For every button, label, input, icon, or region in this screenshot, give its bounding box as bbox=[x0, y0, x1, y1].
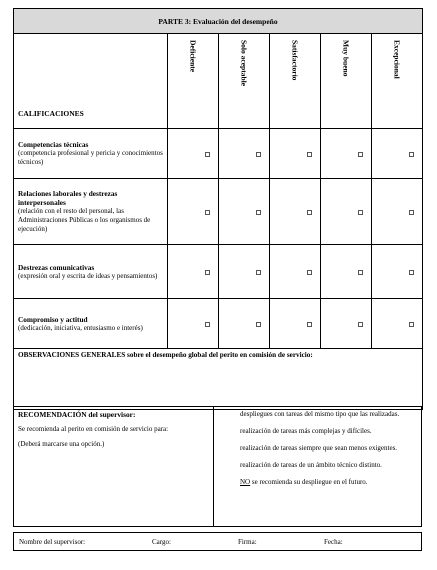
criterion-relaciones bbox=[14, 179, 168, 245]
criterion-row bbox=[14, 179, 423, 245]
recommendation-section bbox=[13, 406, 422, 527]
recommendation-intro bbox=[14, 407, 214, 526]
rating-header-muy-bueno: Muy bueno bbox=[321, 34, 372, 129]
option-label: realización de tareas de un ámbito técnico distinto. bbox=[240, 461, 382, 469]
checkbox-muy-bueno[interactable] bbox=[358, 152, 363, 157]
criterion-desc: (dedicación, iniciativa, entusiasmo e interés) bbox=[18, 323, 143, 332]
checkbox-solo-aceptable[interactable] bbox=[256, 322, 261, 327]
checkbox-satisfactorio[interactable] bbox=[307, 152, 312, 157]
recommendation-options bbox=[214, 407, 421, 526]
evaluation-section bbox=[13, 8, 422, 410]
criterion-compromiso bbox=[14, 299, 168, 349]
option-complex-tasks[interactable] bbox=[222, 427, 417, 436]
option-label bbox=[222, 478, 417, 487]
checkbox-satisfactorio[interactable] bbox=[307, 322, 312, 327]
option-less-demanding[interactable] bbox=[222, 444, 417, 453]
criterion-title: Compromiso y actitud bbox=[18, 314, 88, 324]
calificaciones-header: CALIFICACIONES bbox=[14, 34, 168, 129]
fecha-field[interactable]: Fecha: bbox=[324, 538, 343, 546]
checkbox-deficiente[interactable] bbox=[205, 270, 210, 275]
checkbox-deficiente[interactable] bbox=[205, 322, 210, 327]
option-label: realización de tareas más complejas y difíciles. bbox=[240, 427, 372, 435]
no-rest: se recomienda su despliegue en el futuro. bbox=[250, 478, 368, 486]
recommendation-note: (Deberá marcarse una opción.) bbox=[18, 440, 105, 448]
checkbox-solo-aceptable[interactable] bbox=[256, 210, 261, 215]
option-different-field[interactable] bbox=[222, 461, 417, 470]
firma-field[interactable]: Firma: bbox=[238, 538, 257, 546]
signature-footer bbox=[13, 532, 422, 551]
criterion-destrezas bbox=[14, 245, 168, 299]
criterion-title: Destrezas comunicativas bbox=[18, 262, 95, 272]
checkbox-satisfactorio[interactable] bbox=[307, 210, 312, 215]
evaluation-table bbox=[13, 8, 423, 410]
checkbox-satisfactorio[interactable] bbox=[307, 270, 312, 275]
recommendation-text: Se recomienda al perito en comisión de servicio para: bbox=[18, 425, 169, 433]
checkbox-muy-bueno[interactable] bbox=[358, 210, 363, 215]
checkbox-muy-bueno[interactable] bbox=[358, 322, 363, 327]
checkbox-solo-aceptable[interactable] bbox=[256, 270, 261, 275]
checkbox-excepcional[interactable] bbox=[409, 152, 414, 157]
option-same-tasks[interactable] bbox=[222, 410, 417, 419]
criterion-row bbox=[14, 245, 423, 299]
criterion-desc: (competencia profesional y pericia y conocimientos técnicos) bbox=[18, 149, 163, 166]
criterion-title: Competencias técnicas bbox=[18, 140, 89, 149]
checkbox-excepcional[interactable] bbox=[409, 322, 414, 327]
option-label: realización de tareas siempre que sean menos exigentes. bbox=[240, 444, 398, 452]
criterion-row bbox=[14, 129, 423, 179]
checkbox-solo-aceptable[interactable] bbox=[256, 152, 261, 157]
cargo-field[interactable]: Cargo: bbox=[152, 538, 171, 546]
rating-header-satisfactorio: Satisfactorio bbox=[270, 34, 321, 129]
criterion-row bbox=[14, 299, 423, 349]
part-title: PARTE 3: Evaluación del desempeño bbox=[14, 9, 423, 34]
checkbox-deficiente[interactable] bbox=[205, 210, 210, 215]
criterion-competencias bbox=[14, 129, 168, 179]
supervisor-name-field[interactable]: Nombre del supervisor: bbox=[19, 538, 86, 546]
criterion-desc: (relación con el resto del personal, las Administraciones Públicas o los organismos de ejecución) bbox=[18, 207, 151, 233]
option-label: despliegues con tareas del mismo tipo que las realizadas. bbox=[240, 410, 400, 418]
rating-header-excepcional: Excepcional bbox=[372, 34, 423, 129]
rating-header-deficiente: Deficiente bbox=[168, 34, 219, 129]
checkbox-excepcional[interactable] bbox=[409, 270, 414, 275]
recommendation-title: RECOMENDACIÓN del supervisor: bbox=[18, 410, 136, 419]
observations-field[interactable] bbox=[14, 349, 423, 410]
checkbox-muy-bueno[interactable] bbox=[358, 270, 363, 275]
criterion-desc: (expresión oral y escrita de ideas y pensamientos) bbox=[18, 271, 158, 280]
observations-label: OBSERVACIONES GENERALES sobre el desempeño global del perito en comisión de servicio: bbox=[18, 351, 313, 359]
rating-header-solo-aceptable: Solo aceptable bbox=[219, 34, 270, 129]
checkbox-excepcional[interactable] bbox=[409, 210, 414, 215]
option-not-recommended[interactable] bbox=[222, 478, 417, 487]
no-word: NO bbox=[240, 478, 251, 486]
checkbox-deficiente[interactable] bbox=[205, 152, 210, 157]
criterion-title: Relaciones laborales y destrezas interpersonales bbox=[18, 189, 118, 207]
